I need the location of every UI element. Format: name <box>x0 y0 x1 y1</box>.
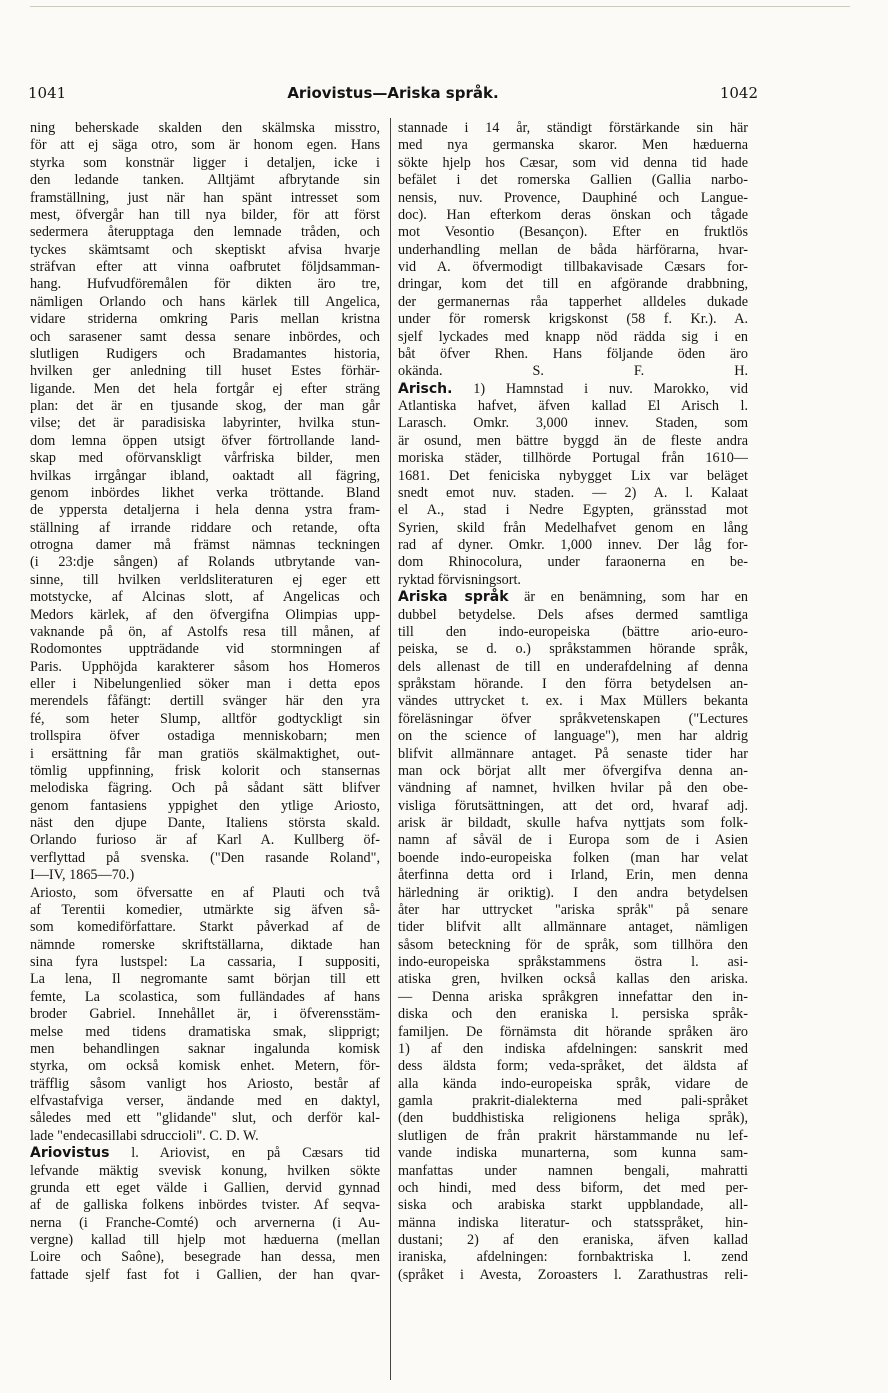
text-line: mest, öfvergår han till nya bilder, för att först <box>30 206 380 223</box>
running-title: Ariovistus—Ariska språk. <box>287 84 499 102</box>
text-line: språkstam hörande. I den förra betydelsen an- <box>398 676 748 692</box>
text-line: namn af såväl de i Europa som de i Asien <box>398 832 748 849</box>
text-line: rad af dyner. Omkr. 1,000 innev. Der låg for- <box>398 537 748 553</box>
text-line: — Denna ariska språkgren innefattar den in- <box>398 988 748 1005</box>
text-line: hvilkas irrgångar ibland, oaktadt all fägring, <box>30 467 380 484</box>
text-line: vergne) kallad till hjelp mot hæduerna (mellan <box>30 1232 380 1248</box>
text-line: sina fyra lustspel: La cassaria, I suppositi, <box>30 954 380 970</box>
text-line: tider blifvit allt allmännare antaget, nämligen <box>398 919 748 936</box>
text-line: Arisch. 1) Hamnstad i nuv. Marokko, vid <box>398 380 748 397</box>
text-line: visliga förutsättningen, att det ord, hvaraf adj. <box>398 797 748 814</box>
text-line: dubbel betydelse. Dels afses dermed samtliga <box>398 606 748 623</box>
page-header <box>28 80 758 106</box>
text-line: tyckes skämtsamt och skeptiskt afvisa hvarje <box>30 241 380 258</box>
text-line: fé, som heter Slump, alltför godtyckligt sin <box>30 710 380 727</box>
text-line: gamla prakrit-dialekterna med pali-språket <box>398 1093 748 1109</box>
text-line: melodiska fägring. Och på sådant sätt blifver <box>30 780 380 797</box>
text-line: ställning af irrande riddare och retande, ofta <box>30 519 380 536</box>
right-column <box>398 120 748 1284</box>
text-line: ryktad förvisningsort. <box>398 571 521 588</box>
text-line: af de galliska folkens inbördes tvister. Af seqva- <box>30 1197 380 1214</box>
text-line: slutligen Rudigers och Bradamantes historia, <box>30 345 380 362</box>
text-line: okända. S. F. H. <box>398 363 748 380</box>
text-line: dringar, kom det till en afgörande drabbning, <box>398 276 748 293</box>
text-line: åter har uttrycket "ariska språk" på senare <box>398 901 748 918</box>
text-line: är osund, men bättre byggd än de fleste andra <box>398 432 748 449</box>
scan-edge-rule <box>30 6 850 7</box>
text-line: La lena, Il negromante samt början till ett <box>30 971 380 988</box>
text-line: ning beherskade skalden den skälmska misstro, <box>30 120 380 136</box>
text-line: båt öfver Rhen. Hans följande öden äro <box>398 345 748 362</box>
text-line: blifvit allmännare antaget. På senaste tider har <box>398 745 748 762</box>
text-line: nämligen Orlando och hans kärlek till Angelica, <box>30 293 380 310</box>
text-line: familjen. De förnämsta dit hörande språken äro <box>398 1023 748 1040</box>
text-line: Ariska språk är en benämning, som har en <box>398 589 748 606</box>
text-line: otrogna damer må främst nämnas teckningen <box>30 537 380 553</box>
text-line: Orlando furioso är af Karl A. Kullberg öf- <box>30 832 380 849</box>
text-line: Atlantiska hafvet, äfven kallad El Arisch l. <box>398 398 748 414</box>
text-line: den ledande tanken. Alltjämt afbrytande sin <box>30 172 380 189</box>
text-line: I—IV, 1865—70.) <box>30 867 135 884</box>
text-line: befälet i det romerska Gallien (Gallia narbo- <box>398 172 748 189</box>
text-line: således med ett "glidande" slut, och derför kal- <box>30 1110 380 1127</box>
text-line: merendels fåfängt: dertill svänger här den yra <box>30 693 380 710</box>
text-line: träfflig såsom vanligt hos Ariosto, består af <box>30 1075 380 1092</box>
text-line: sjelf lyckades med knapp nöd rädda sig i en <box>398 328 748 345</box>
text-line: slutligen de från prakrit härstammande nu lef- <box>398 1127 748 1144</box>
text-line: sinne, till hvilken verldsliteraturen ej eger ett <box>30 571 380 588</box>
text-line: (i 23:dje sången) af Rolands utbrytande van- <box>30 554 380 571</box>
text-line: plan: det är en tjusande skog, der man går <box>30 398 380 414</box>
text-line: återfinna detta ord i Irland, Erin, men denna <box>398 867 748 884</box>
text-line: Syrien, skild från Medelhafvet genom en lång <box>398 519 748 536</box>
text-line: vid A. öfvermodigt tillbakavisade Cæsars for- <box>398 259 748 275</box>
text-line: Loire och Saône), besegrade han dessa, men <box>30 1249 380 1266</box>
text-line: elfvastafviga verser, ändande med en daktyl, <box>30 1093 380 1109</box>
text-line: boende indo-europeiska folken (man har velat <box>398 849 748 866</box>
text-line: styrka som konstnär ligger i detaljen, icke i <box>30 154 380 171</box>
text-line: vändes uttrycket t. ex. i Max Müllers bekanta <box>398 693 748 710</box>
entry-headword: Arisch. <box>398 380 453 397</box>
text-line: men behandlingen saknar ingalunda komisk <box>30 1040 380 1057</box>
text-line: der germanernas råa tapperhet alldeles dukade <box>398 293 748 310</box>
text-line: lefvande mäktig svevisk konung, hvilken sökte <box>30 1162 380 1179</box>
entry-headword: Ariska språk <box>398 589 509 606</box>
text-line: Ariovistus l. Ariovist, en på Cæsars tid <box>30 1145 380 1162</box>
text-line: i ersättning får man gratiös skälmaktighet, out- <box>30 745 380 762</box>
text-line: sträfvan efter att vinna oafbrutet följdsamman- <box>30 259 380 275</box>
text-line: Larasch. Omkr. 3,000 innev. Staden, som <box>398 415 748 432</box>
text-line: och sarasener samt dessa senare inbördes, och <box>30 328 380 345</box>
text-line: sedermera återupptaga den lemnade tråden, och <box>30 224 380 241</box>
text-line: föreläsningar öfver språkvetenskapen ("Lectures <box>398 710 748 727</box>
text-line: grunda ett eget välde i Gallien, dervid gynnad <box>30 1179 380 1196</box>
page-number-left: 1041 <box>28 84 67 102</box>
text-line: (den buddhistiska religionens heliga språk), <box>398 1110 748 1127</box>
text-line: nämnde romerske skriftställarna, diktade han <box>30 936 380 953</box>
text-line: framställning, just när han spänt intresset som <box>30 189 380 206</box>
text-line: alla kända indo-europeiska språk, vidare de <box>398 1075 748 1092</box>
text-line: diska och den eraniska l. persiska språk- <box>398 1006 748 1023</box>
text-line: Paris. Upphöjda karakterer såsom hos Homeros <box>30 658 380 675</box>
text-line: skap med oförvanskligt vårfriska bilder, men <box>30 450 380 467</box>
text-line: hang. Hufvudföremålen för dikten äro tre, <box>30 276 380 293</box>
text-line: såsom beteckning för de språk, som tillhöra den <box>398 936 748 953</box>
text-line: (språket i Avesta, Zoroasters l. Zarathustras reli- <box>398 1266 748 1283</box>
text-line: för att ej säga otro, som är honom egen. Hans <box>30 137 380 154</box>
text-line: dustani; 2) af den eraniska, äfven kallad <box>398 1232 748 1248</box>
text-line: dom lemna öppen utsigt öfver förtrollande land- <box>30 432 380 449</box>
text-line: femte, La scolastica, som fulländades af hans <box>30 988 380 1005</box>
text-line: on the science of language"), men har aldrig <box>398 728 748 745</box>
text-line: genom fantasiens yppighet den ytlige Ariosto, <box>30 797 380 814</box>
text-line: nerna (i Franche-Comté) och arvernerna (i Au- <box>30 1214 380 1231</box>
text-line: vilse; det är paradisiska labyrinter, hvilka stun- <box>30 415 380 432</box>
text-line: verflyttad på svenska. ("Den rasande Roland", <box>30 849 380 866</box>
text-line: nensis, nuv. Provence, Dauphiné och Langue- <box>398 189 748 206</box>
text-line: man ock börjat allt mer öfvergifva denna an- <box>398 762 748 779</box>
text-line: trollspira öfver ostadiga menniskobarn; men <box>30 728 380 745</box>
text-line: 1) af den indiska afdelningen: sanskrit med <box>398 1040 748 1057</box>
text-line: siska och arabiska starkt uppblandade, all- <box>398 1197 748 1214</box>
text-line: af Terentii komedier, utmärkte sig äfven så- <box>30 901 380 918</box>
text-line: peiska, se d. o.) språkstammen hörande språk, <box>398 641 748 658</box>
left-column <box>30 120 380 1284</box>
text-line: Ariosto, som öfversatte en af Plauti och två <box>30 884 380 901</box>
text-line: vändning af namnet, hvilken hvilar på den obe- <box>398 780 748 797</box>
text-line: atiska gren, hvilken också kallas den ariska. <box>398 971 748 988</box>
text-line: fattade sjelf fast fot i Gallien, der han qvar- <box>30 1266 380 1283</box>
text-line: iraniska, afdelningen: fornbaktriska l. zend <box>398 1249 748 1266</box>
text-line: lade "endecasillabi sdruccioli". C. D. W. <box>30 1127 259 1144</box>
text-line: tömlig uppfinning, frisk kolorit och stansernas <box>30 762 380 779</box>
text-line: arisk är bildadt, skulle hafva nyttjats som folk- <box>398 815 748 831</box>
text-line: Rodomontes uppträdande vid stormningen af <box>30 641 380 658</box>
text-line: broder Gabriel. Innehållet är, i öfverensstäm- <box>30 1006 380 1023</box>
text-line: snedt emot nuv. staden. — 2) A. l. Kalaat <box>398 484 748 501</box>
text-line: männa indiska literatur- och statsspråket, hin- <box>398 1214 748 1231</box>
text-line: vande indiska munarterna, som kunna sam- <box>398 1145 748 1162</box>
text-line: med nya germanska skaror. Men hæduerna <box>398 137 748 154</box>
text-line: dom Rhinocolura, under faraonerna en be- <box>398 554 748 571</box>
column-divider <box>390 118 391 1380</box>
text-line: eller i Nibelungenlied söker man i detta epos <box>30 676 380 692</box>
text-line: styrka, om också komisk enhet. Metern, för- <box>30 1058 380 1075</box>
text-line: dess äldsta form; veda-språket, det äldsta af <box>398 1058 748 1075</box>
text-line: stannade i 14 år, ständigt förstärkande sin här <box>398 120 748 136</box>
text-line: de yppersta detaljerna i hela denna ystra fram- <box>30 502 380 519</box>
text-line: doc). Han efterkom deras önskan och tågade <box>398 206 748 223</box>
text-line: Medors kärlek, af den öfvergifna Olimpias upp- <box>30 606 380 623</box>
text-line: moriska städer, tillhörde Portugal från 1610— <box>398 450 748 467</box>
text-line: under för romersk krigskonst (58 f. Kr.). A. <box>398 311 748 328</box>
text-line: underhandling mellan de båda härförarna, hvar- <box>398 241 748 258</box>
text-line: vaknande på ön, af Astolfs resa till månen, af <box>30 623 380 640</box>
text-line: dels allenast de till en underafdelning af denna <box>398 658 748 675</box>
text-line: vidare striderna omkring Paris mellan kristna <box>30 311 380 328</box>
text-line: el A., stad i Nedre Egypten, gränsstad mot <box>398 502 748 519</box>
text-line: näst den djupe Dante, Italiens största skald. <box>30 815 380 831</box>
text-line: som komediförfattare. Starkt påverkad af de <box>30 919 380 936</box>
text-line: och hindi, med dess biform, det med per- <box>398 1179 748 1196</box>
page-number-right: 1042 <box>719 84 758 102</box>
text-line: sökte hjelp hos Cæsar, som vid denna tid hade <box>398 154 748 171</box>
text-line: hvilken ger anledning till huset Estes förhär- <box>30 363 380 380</box>
text-line: 1681. Det feniciska nybygget Lix var beläget <box>398 467 748 484</box>
text-line: till den indo-europeiska (bättre ario-euro- <box>398 623 748 640</box>
text-line: indo-europeiska språkstammens östra l. asi- <box>398 954 748 970</box>
text-line: ligande. Men det hela fortgår ej efter sträng <box>30 380 380 397</box>
text-line: manfattas under namnen bengali, mahratti <box>398 1162 748 1179</box>
text-line: motstycke, af Alcinas slott, af Angelicas och <box>30 589 380 606</box>
text-line: melse med tidens dramatiska smak, slipprigt; <box>30 1023 380 1040</box>
text-line: genom inbördes likhet verka tröttande. Bland <box>30 484 380 501</box>
text-line: härledning är oriktig). I den andra betydelsen <box>398 884 748 901</box>
entry-headword: Ariovistus <box>30 1145 110 1162</box>
text-line: mot Vesontio (Besançon). Efter en fruktlös <box>398 224 748 241</box>
